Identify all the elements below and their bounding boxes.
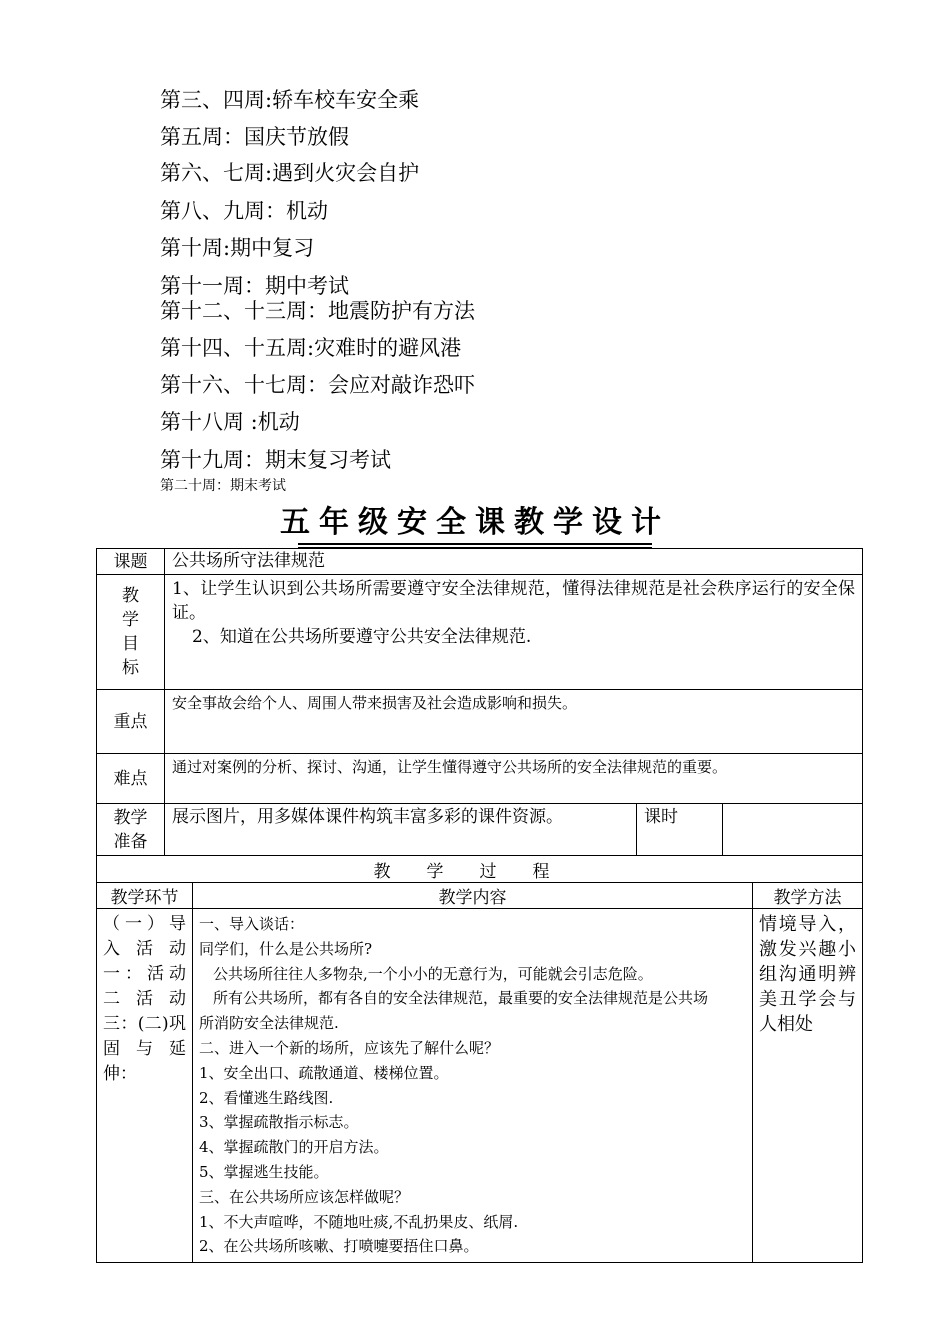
schedule-item: 第五周：国庆节放假 xyxy=(160,125,349,149)
schedule-item: 第十周:期中复习 xyxy=(160,236,315,260)
stage-column-header: 教学环节 xyxy=(97,883,193,909)
schedule-item: 第十一周：期中考试 xyxy=(160,274,349,298)
difficulty-value: 通过对案例的分析、探讨、沟通，让学生懂得遵守公共场所的安全法律规范的重要。 xyxy=(165,754,863,804)
content-column-header: 教学内容 xyxy=(193,883,753,909)
teaching-process-table xyxy=(96,855,863,1263)
title-underline xyxy=(298,543,652,545)
key-point-value: 安全事故会给个人、周围人带来损害及社会造成影响和损失。 xyxy=(165,690,863,754)
schedule-item: 第十六、十七周：会应对敲诈恐吓 xyxy=(160,373,475,397)
process-heading: 教学过程 xyxy=(97,856,863,883)
class-hours-value xyxy=(723,804,863,856)
teaching-methods: 情境导入，激发兴趣小组沟通明辨美丑学会与人相处 xyxy=(753,909,863,1263)
topic-label: 课题 xyxy=(97,549,165,575)
goal-line-1: 1、让学生认识到公共场所需要遵守安全法律规范，懂得法律规范是社会秩序运行的安全保证。 xyxy=(172,579,855,623)
goal-label-char: 标 xyxy=(122,658,139,678)
content-line: 三、在公共场所应该怎样做呢？ xyxy=(199,1187,410,1206)
schedule-item: 第十二、十三周：地震防护有方法 xyxy=(160,299,475,323)
schedule-item: 第六、七周:遇到火灾会自护 xyxy=(160,161,420,185)
content-line: 所消防安全法律规范. xyxy=(199,1014,339,1033)
content-line: 2、看懂逃生路线图. xyxy=(199,1088,334,1107)
content-line: 5、掌握逃生技能。 xyxy=(199,1162,329,1181)
content-line: 2、在公共场所咳嗽、打喷嚏要捂住口鼻。 xyxy=(199,1237,479,1256)
content-line: 二、进入一个新的场所，应该先了解什么呢？ xyxy=(199,1038,500,1057)
goal-label-char: 教 xyxy=(122,586,139,606)
goal-label xyxy=(97,575,165,690)
teaching-stages: （一）导入活动一：活动二活动三：(二)巩固与延伸： xyxy=(97,909,193,1263)
content-line: 公共场所往往人多物杂,一个小小的无意行为，可能就会引志危险。 xyxy=(213,964,653,983)
schedule-item: 第十九周：期末复习考试 xyxy=(160,448,391,472)
content-line: 所有公共场所，都有各自的安全法律规范，最重要的安全法律规范是公共场 xyxy=(213,989,709,1008)
schedule-item: 第八、九周：机动 xyxy=(160,199,328,223)
content-line: 一、导入谈话： xyxy=(199,915,305,933)
goal-label-char: 学 xyxy=(122,610,139,630)
preparation-label: 教学准备 xyxy=(97,804,165,856)
teaching-content xyxy=(193,909,753,1263)
goal-line-2: 2、知道在公共场所要遵守公共安全法律规范. xyxy=(192,627,532,647)
schedule-item: 第三、四周:轿车校车安全乘 xyxy=(160,88,420,112)
schedule-item: 第十四、十五周:灾难时的避风港 xyxy=(160,336,462,360)
goal-label-char: 目 xyxy=(122,634,139,654)
preparation-value: 展示图片，用多媒体课件构筑丰富多彩的课件资源。 xyxy=(165,804,637,856)
key-point-label: 重点 xyxy=(97,690,165,754)
topic-value: 公共场所守法律规范 xyxy=(165,549,863,575)
lesson-design-table xyxy=(96,548,863,856)
content-line: 4、掌握疏散门的开启方法。 xyxy=(199,1138,389,1157)
content-line: 3、掌握疏散指示标志。 xyxy=(199,1113,359,1132)
content-line: 1、安全出口、疏散通道、楼梯位置。 xyxy=(199,1063,449,1082)
schedule-item-final: 第二十周：期末考试 xyxy=(160,478,286,494)
content-line: 同学们，什么是公共场所? xyxy=(199,939,373,958)
goal-value xyxy=(165,575,863,690)
class-hours-label: 课时 xyxy=(637,804,723,856)
schedule-item: 第十八周 :机动 xyxy=(160,410,300,434)
difficulty-label: 难点 xyxy=(97,754,165,804)
document-title: 五年级安全课教学设计 xyxy=(280,505,670,540)
content-line: 1、不大声喧哗，不随地吐痰,不乱扔果皮、纸屑. xyxy=(199,1212,519,1231)
method-column-header: 教学方法 xyxy=(753,883,863,909)
